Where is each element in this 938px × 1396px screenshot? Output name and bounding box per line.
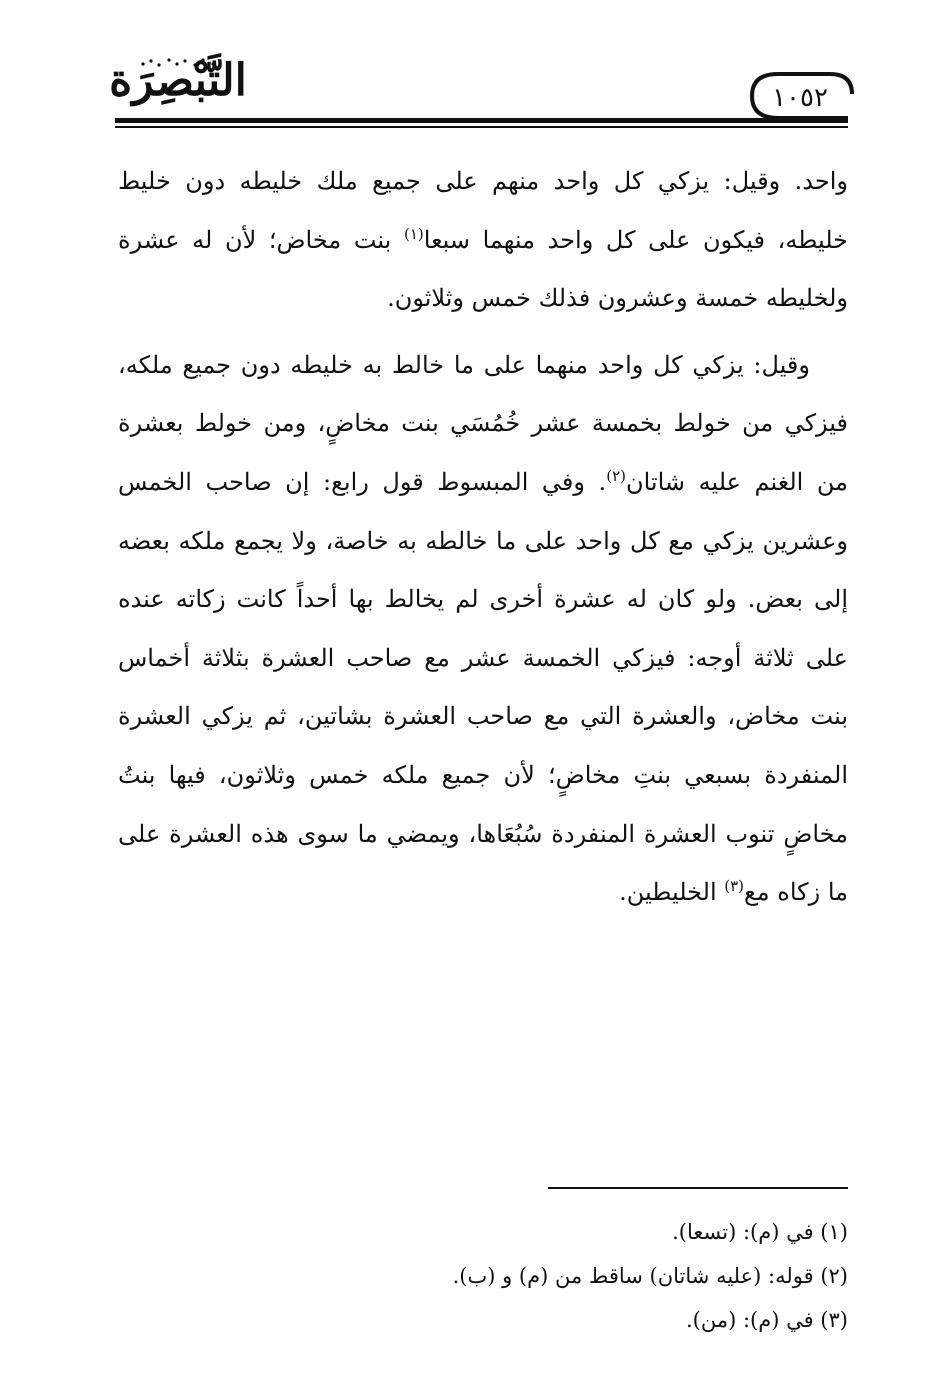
footnote-ref-1[interactable]: (١) — [403, 224, 424, 243]
body-line-10: التي مع صاحب العشرة بشاتين، ثم يزكي العشرة المنفردة بسبعي بنتِ مخاضٍ؛ — [118, 702, 848, 789]
body-line-7: يزكي مع كل واحد على ما خالطه به خاصة، ولا يجمع ملكه بعضه إلى بعض. — [118, 526, 848, 614]
footnote-ref-2[interactable]: (٢) — [606, 466, 626, 485]
header-rule-thin — [115, 126, 848, 128]
body-line-4: وقيل: يزكي كل واحد منهما على ما خالط به خليطه دون جميع ملكه، — [118, 350, 810, 379]
paragraph-1 — [118, 152, 848, 328]
footnote-2: (٢) قوله: (عليه شاتان) ساقط من (م) و (ب). — [452, 1264, 848, 1288]
body-line-9: فيزكي الخمسة عشر مع صاحب العشرة بثلاثة أخماس بنت مخاض، والعشرة — [118, 643, 849, 731]
body-line-2b: بنت مخاض؛ لأن له عشرة ولخليطه خمسة — [118, 225, 848, 313]
body-line-8: ولو كان له عشرة أخرى لم يخالط بها أحداً كانت زكاته عنده على ثلاثة أوجه: — [118, 585, 848, 672]
body-line-6b: . وفي المبسوط قول رابع: إن صاحب الخمس وعشرين — [118, 467, 848, 555]
body-line-12a: ويمضي ما سوى هذه العشرة على ما زكاه مع — [118, 819, 848, 907]
footnote-separator — [548, 1187, 848, 1189]
body-line-3: وعشرون فذلك خمس وثلاثون. — [387, 284, 688, 313]
footnote-1: (١) في (م): (تسعا). — [672, 1220, 848, 1244]
body-line-12b: الخليطين. — [619, 878, 725, 907]
paragraph-2 — [118, 336, 848, 922]
footnote-ref-3[interactable]: (٣) — [724, 877, 745, 896]
header-rule-thick — [115, 118, 848, 123]
page-header — [0, 0, 938, 140]
body-line-2a: فيكون على كل واحد منهما سبعا — [423, 225, 766, 254]
page-number: ١٠٥٢ — [772, 83, 828, 113]
body-line-1: واحد. وقيل: يزكي كل واحد منهم على جميع ملك خليطه دون خليط خليطه، — [118, 167, 848, 254]
book-title: التَّبْصِرَة — [109, 55, 247, 106]
footnote-3: (٣) في (م): (من). — [685, 1308, 848, 1332]
body-text — [118, 152, 848, 922]
body-line-5: فيزكي من خولط بخمسة عشر خُمُسَي بنت مخاضٍ، ومن خولط بعشرة من — [118, 409, 849, 496]
footnotes — [300, 1210, 848, 1342]
body-line-11: لأن جميع ملكه خمس وثلاثون، فيها بنتُ مخاضٍ تنوب العشرة المنفردة سُبُعَاها، — [118, 760, 848, 848]
body-line-6a: الغنم عليه شاتان — [625, 467, 804, 496]
